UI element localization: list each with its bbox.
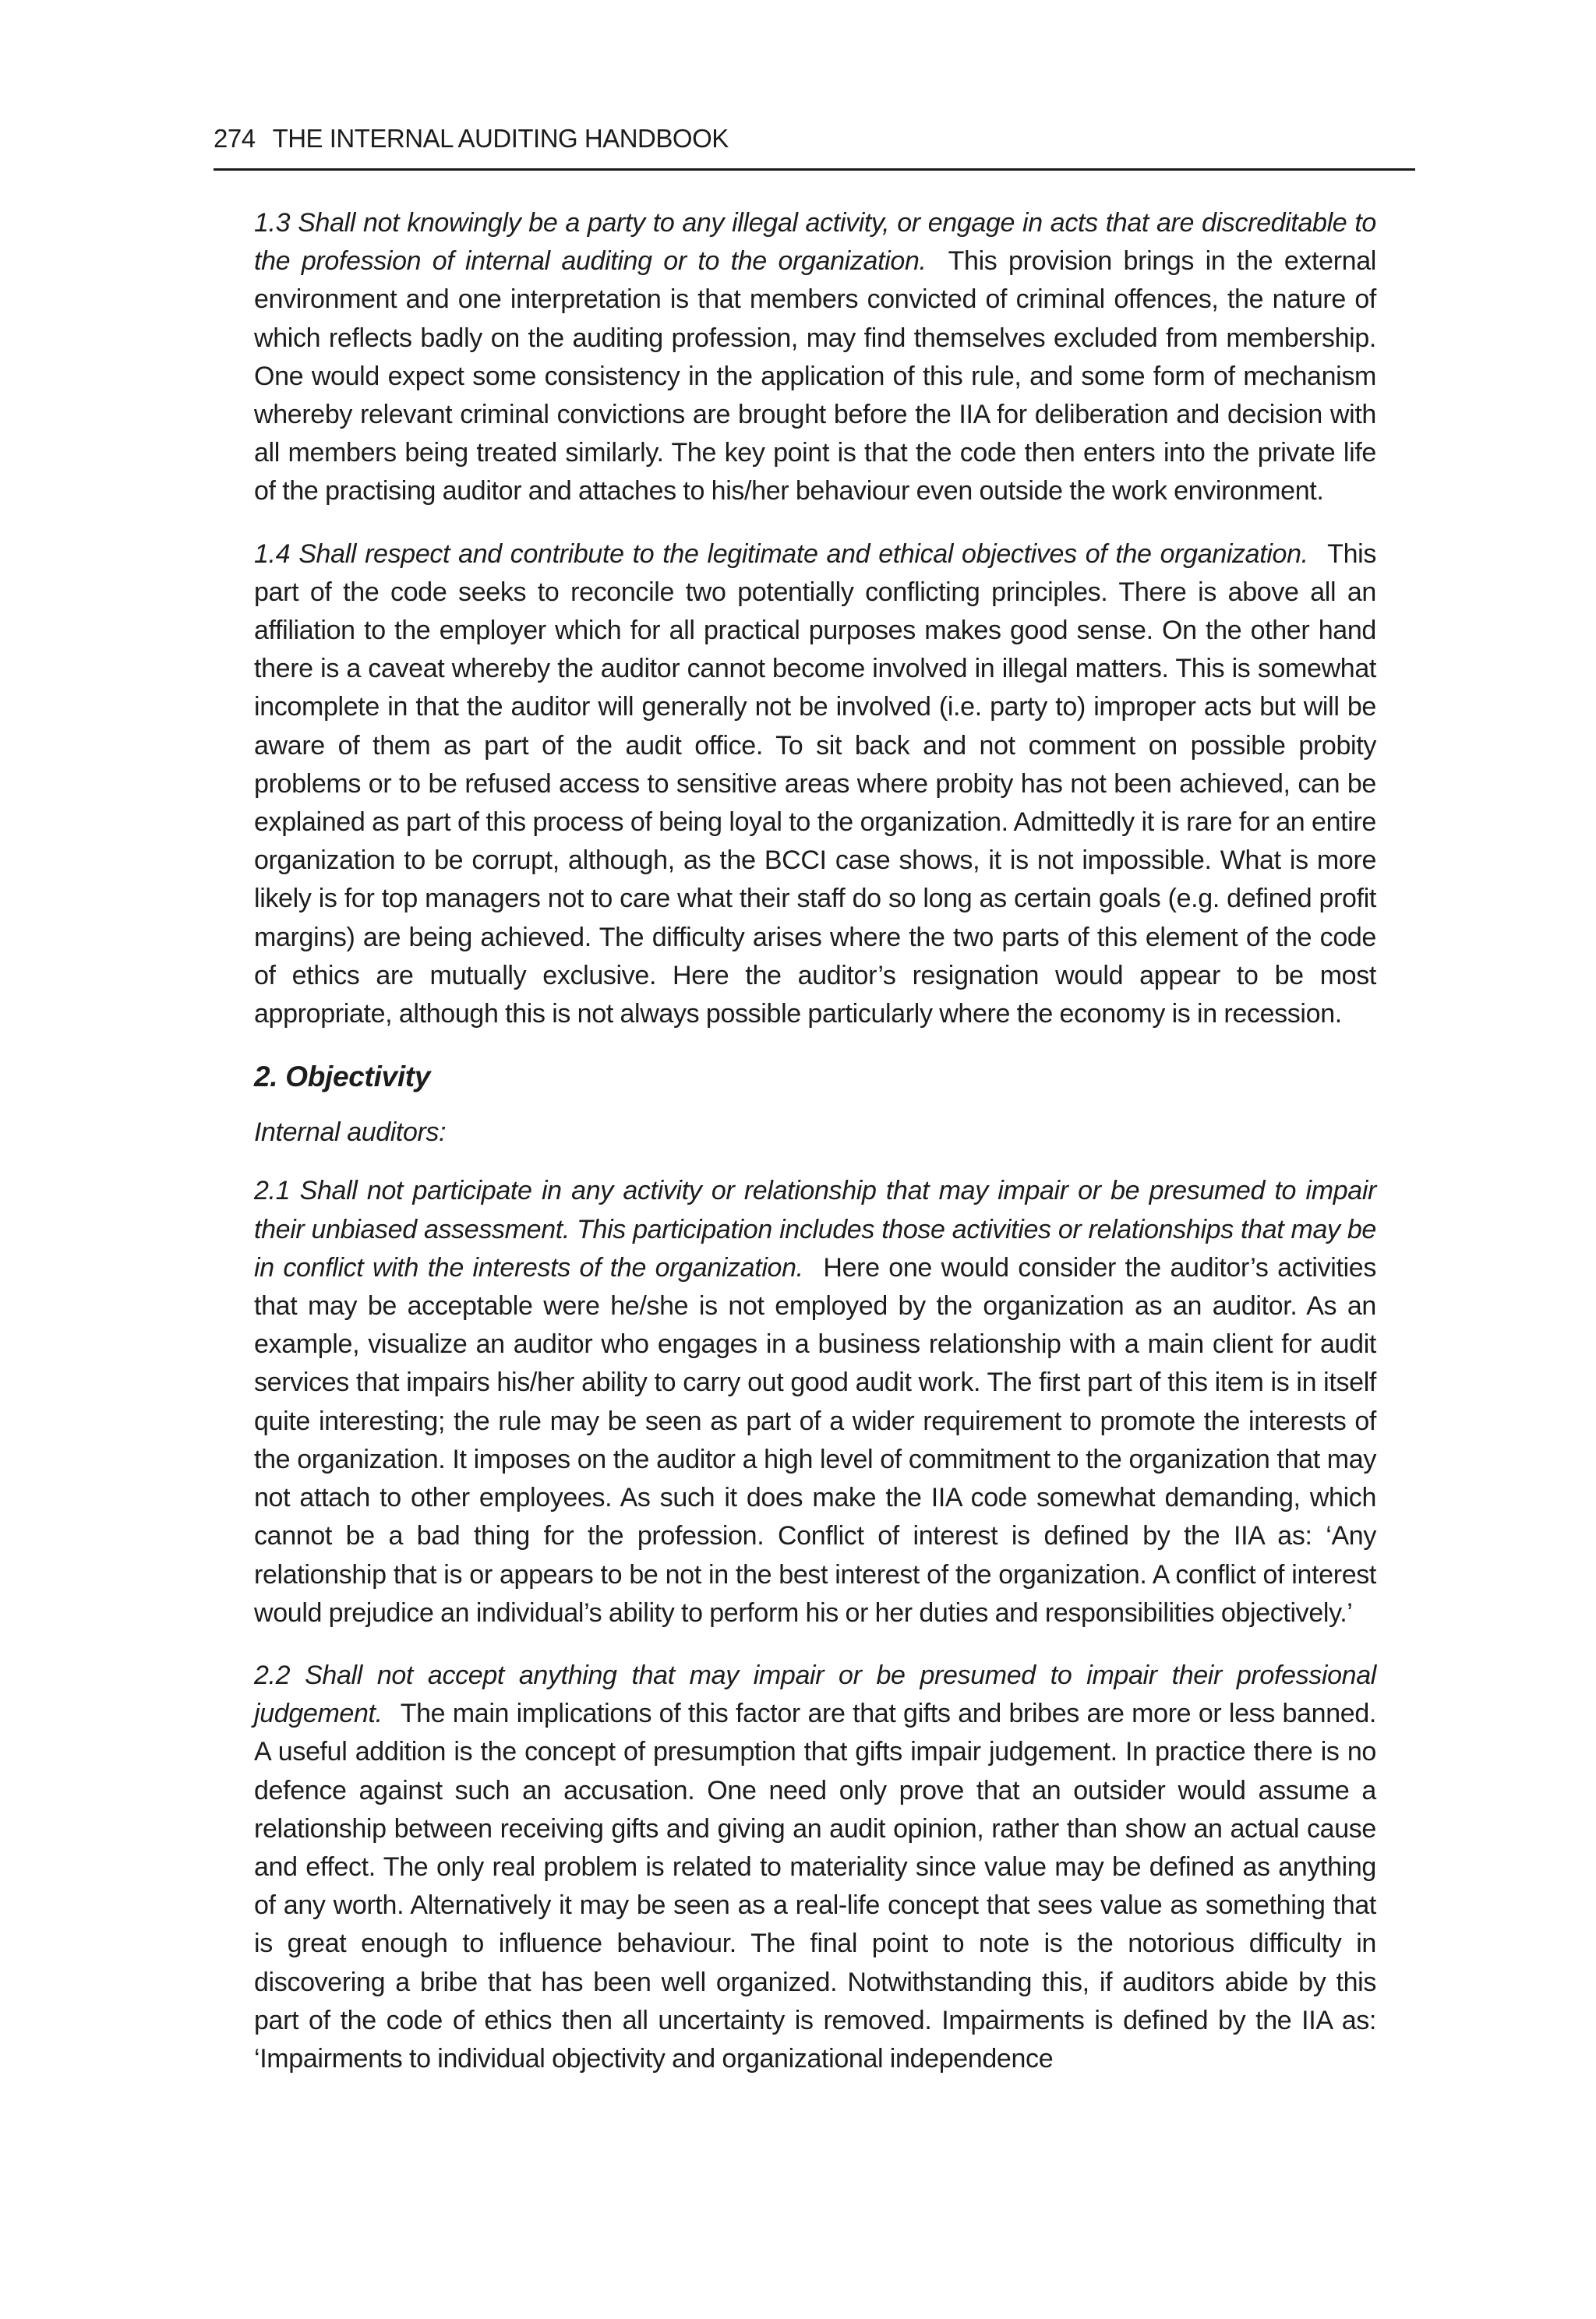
- clause-1-3-text: 1.3 Shall not knowingly be a party to any illegal activity, or engage in acts that are discreditable to the profession of internal auditing or to the organization.: [254, 208, 1376, 277]
- commentary-2-2: The main implications of this factor are that gifts and bribes are more or less banned. A useful addition is the concept of presumption that gifts impair judgement. In practice there is no defence against such an accusation. One need only prove that an outsider would assume a relationship between receiving gifts and giving an audit opinion, rather than show an actual cause and effect. The only real problem is related to materiality since value may be defined as anything of any worth. Alternatively it may be seen as a real-life concept that sees value as something that is great enough to influence behaviour. The final point to note is the notorious difficulty in discovering a bribe that has been well organized. Notwithstanding this, if auditors abide by this part of the code of ethics then all uncertainty is removed. Impairments is defined by the IIA as: ‘Impairments to individual objectivity and organizational independence: [254, 1699, 1377, 2074]
- paragraph-2-1: [254, 1172, 1376, 1632]
- commentary-2-1: Here one would consider the auditor’s activities that may be acceptable were he/she is not employed by the organization as an auditor. As an example, visualize an auditor who engages in a business relationship with a main client for audit services that impairs his/her ability to carry out good audit work. The first part of this item is in itself quite interesting; the rule may be seen as part of a wider requirement to promote the interests of the organization. It imposes on the auditor a high level of commitment to the organization that may not attach to other employees. As such it does make the IIA code somewhat demanding, which cannot be a bad thing for the profession. Conflict of interest is defined by the IIA as: ‘Any relationship that is or appears to be not in the best interest of the organization. A conflict of interest would prejudice an individual’s ability to perform his or her duties and responsibilities objectively.’: [254, 1252, 1376, 1628]
- paragraph-1-3: [254, 204, 1376, 511]
- section-intro: Internal auditors:: [254, 1117, 447, 1148]
- page-body: [254, 204, 1376, 2102]
- paragraph-1-4: [254, 535, 1376, 1034]
- running-header: [214, 118, 1415, 171]
- commentary-1-3: This provision brings in the external environment and one interpretation is that members convicted of criminal offences, the nature of which reflects badly on the auditing profession, may find themselves excluded from membership. One would expect some consistency in the application of this rule, and some form of mechanism whereby relevant criminal convictions are brought before the IIA for deliberation and decision with all members being treated similarly. The key point is that the code then enters into the private life of the practising auditor and attaches to his/her behaviour even outside the work environment.: [254, 246, 1377, 507]
- clause-1-4-text: 1.4 Shall respect and contribute to the legitimate and ethical objectives of the organization.: [254, 538, 1308, 569]
- clause-2-2-text: 2.2 Shall not accept anything that may impair or be presumed to impair their professional judgement.: [254, 1660, 1376, 1729]
- section-heading-objectivity: 2. Objectivity: [254, 1061, 431, 1093]
- book-title: THE INTERNAL AUDITING HANDBOOK: [272, 124, 729, 153]
- page-number: 274: [214, 124, 256, 153]
- paragraph-2-2: [254, 1657, 1376, 2078]
- clause-2-1-text: 2.1 Shall not participate in any activity or relationship that may impair or be presumed to impair their unbiased assessment. This participation includes those activities or relationships that may be in conflict with the interests of the organization.: [254, 1176, 1376, 1283]
- commentary-1-4: This part of the code seeks to reconcile two potentially conflicting principles. There is above all an affiliation to the employer which for all practical purposes makes good sense. On the other hand there is a caveat whereby the auditor cannot become involved in illegal matters. This is somewhat incomplete in that the auditor will generally not be involved (i.e. party to) improper acts but will be aware of them as part of the audit office. To sit back and not comment on possible probity problems or to be refused access to sensitive areas where probity has not been achieved, can be explained as part of this process of being loyal to the organization. Admittedly it is rare for an entire organization to be corrupt, although, as the BCCI case shows, it is not impossible. What is more likely is for top managers not to care what their staff do so long as certain goals (e.g. defined profit margins) are being achieved. The difficulty arises where the two parts of this element of the code of ethics are mutually exclusive. Here the auditor’s resignation would appear to be most appropriate, although this is not always possible particularly where the economy is in recession.: [254, 538, 1376, 1029]
